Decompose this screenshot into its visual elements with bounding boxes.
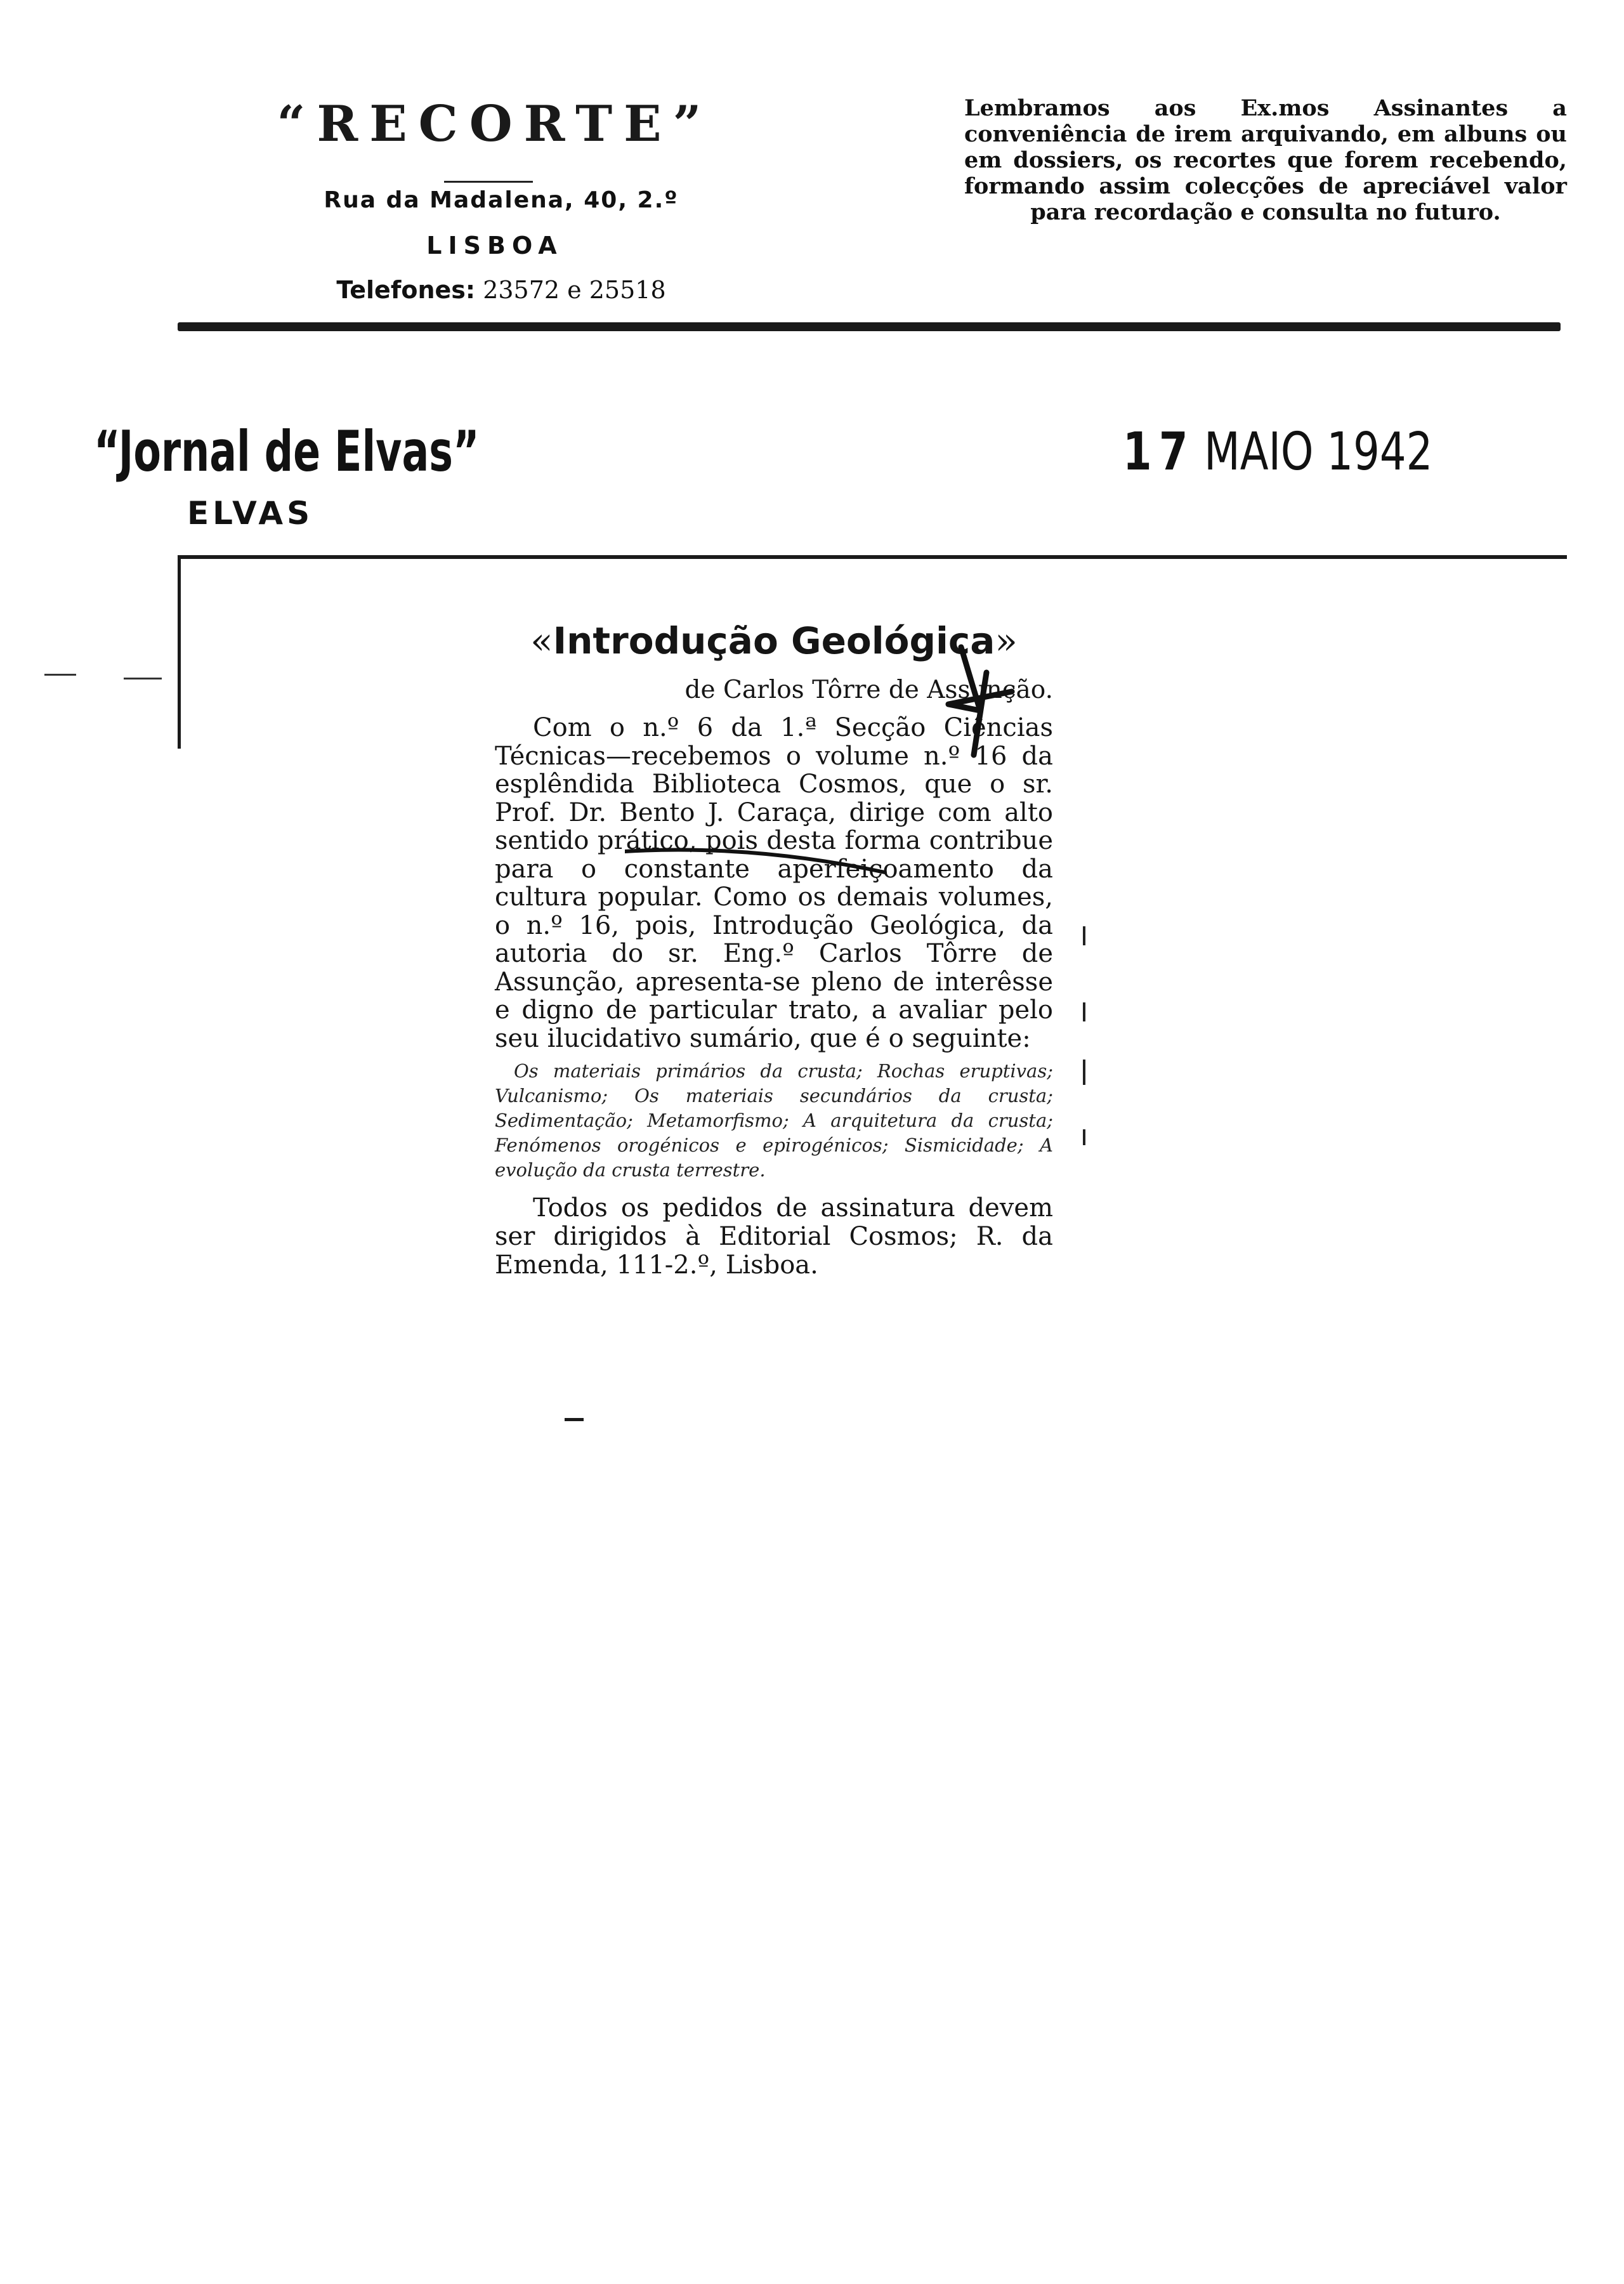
pen-scribble-icon (936, 634, 1031, 761)
agency-name: “RECORTE” (277, 95, 713, 153)
article-byline: de Carlos Tôrre de Assunção. (684, 676, 1053, 704)
margin-tick (124, 678, 162, 679)
title-text: Introdução Geológica (553, 619, 995, 662)
agency-address: Rua da Madalena, 40, 2.º (324, 187, 679, 213)
margin-tick (44, 674, 76, 676)
subscriber-notice: Lembramos aos Ex.mos Assinantes a conveniência de irem arquivando, em albuns ou em dossiers, os recortes que forem recebendo, formando assim colecções de apreciável valor para recordação e consulta no futuro. (964, 95, 1567, 225)
clipping-side-rule (178, 558, 181, 749)
agency-city: LISBOA (426, 232, 563, 259)
article-closing: Todos os pedidos de assinatura devem ser dirigidos à Editorial Cosmos; R. da Emenda, 111-2.º, Lisboa. (495, 1193, 1053, 1280)
phones-label: Telefones: (336, 276, 476, 304)
agency-phones (184, 276, 818, 304)
newspaper-title: “Jornal de Elvas” (94, 419, 480, 484)
newspaper-city: ELVAS (187, 495, 314, 532)
clipping-top-rule (178, 555, 1567, 559)
pen-underline-icon (625, 837, 891, 882)
date-day: 17 (1123, 422, 1195, 482)
title-open-quote: « (530, 619, 553, 662)
margin-marks-icon (1075, 926, 1094, 1307)
title-close-quote: » (995, 619, 1018, 662)
phones-value: 23572 e 25518 (483, 276, 666, 304)
article-body: Com o n.º 6 da 1.ª Secção Ciências Técnicas—recebemos o volume n.º 16 da esplêndida Biblioteca Cosmos, que o sr. Prof. Dr. Bento J. Caraça, dirige com alto sentido prático, pois desta forma contribue para o constante aperfeiçoamento da cultura popular. Como os demais volumes, o n.º 16, pois, Introdução Geológica, da autoria do sr. Eng.º Carlos Tôrre de Assunção, apresenta-se pleno de interêsse e digno de particular trato, a avaliar pelo seu ilucidativo sumário, que é o seguinte: (495, 713, 1053, 1053)
brand-divider (444, 181, 533, 183)
article-summary: Os materiais primários da crusta; Rochas eruptivas; Vulcanismo; Os materiais secundários da crusta; Sedimentação; Metamorfismo; A arquitetura da crusta; Fenómenos orogénicos e epirogénicos; Sismicidade; A evolução da crusta terrestre. (495, 1060, 1053, 1181)
end-dash (565, 1418, 584, 1421)
date-month-year: MAIO 1942 (1204, 422, 1433, 482)
publication-date (1123, 422, 1432, 482)
header-rule (178, 322, 1561, 331)
